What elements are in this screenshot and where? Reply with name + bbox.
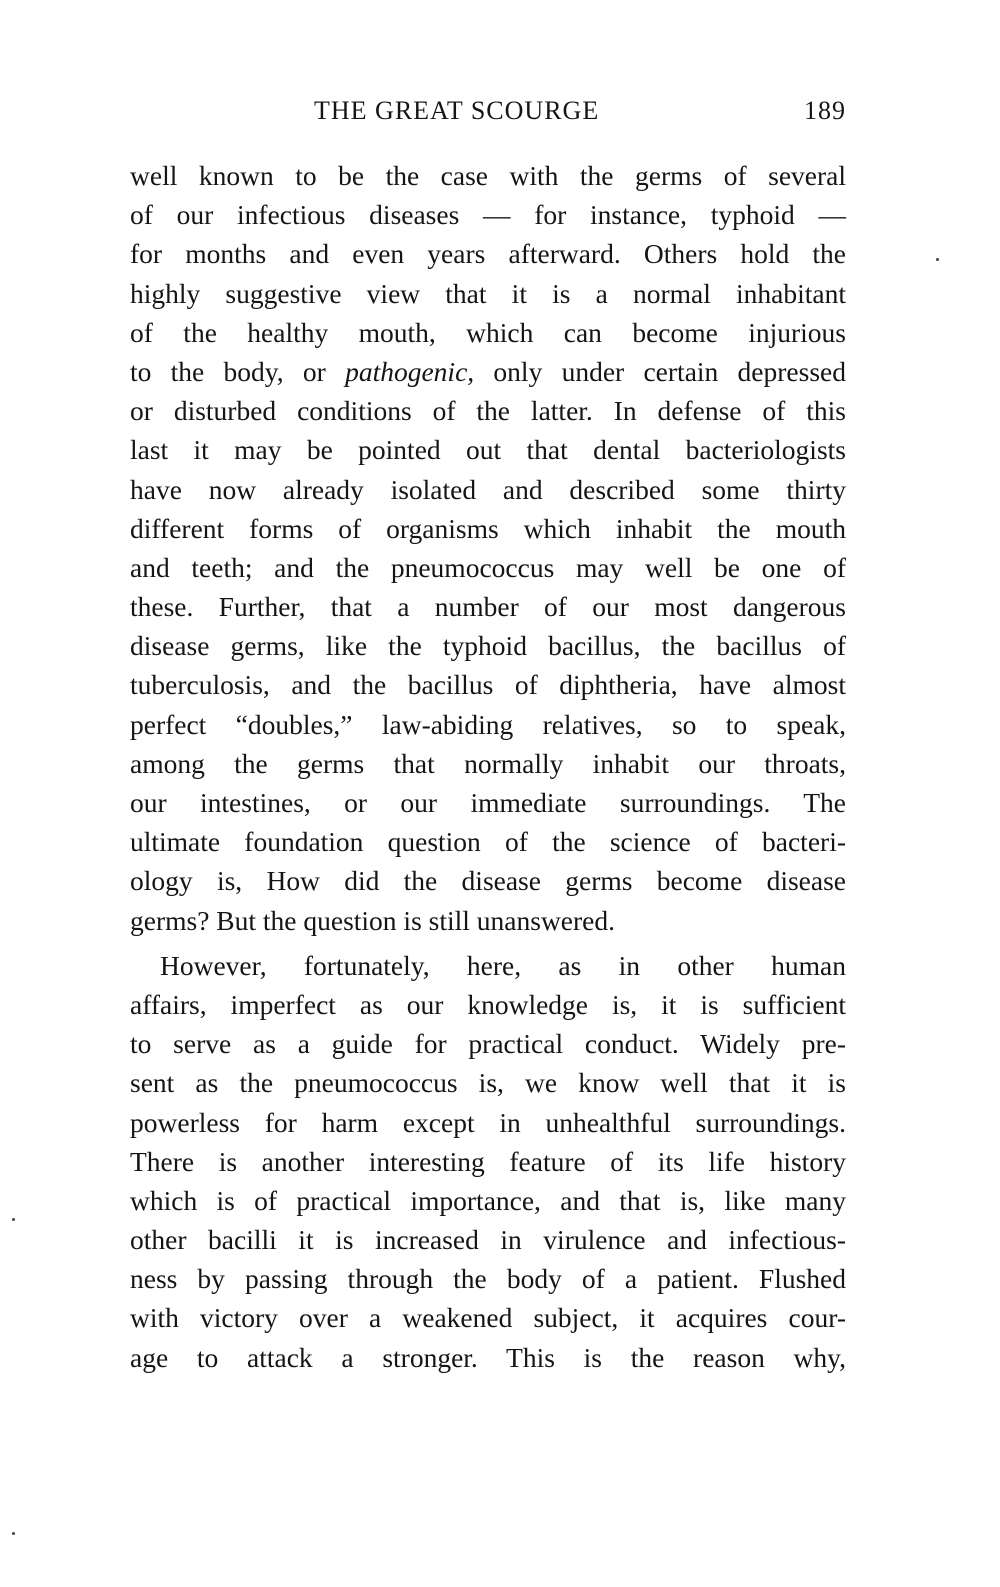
text-line: other bacilli it is increased in virulence and infectious-	[130, 1224, 846, 1256]
text-line: ultimate foundation question of the science of bacteri-	[130, 826, 846, 858]
text-line: ness by passing through the body of a patient. Flushed	[130, 1263, 846, 1295]
text-segment: to the body, or	[130, 355, 346, 387]
body-text	[130, 156, 846, 1377]
paragraph	[130, 156, 846, 940]
text-line: with victory over a weakened subject, it acquires cour-	[130, 1302, 846, 1334]
text-line: to serve as a guide for practical conduct. Widely pre-	[130, 1028, 846, 1060]
text-line: tuberculosis, and the bacillus of diphtheria, have almost	[130, 669, 846, 701]
text-line: and teeth; and the pneumococcus may well be one of	[130, 551, 846, 583]
text-line	[130, 352, 846, 391]
running-head	[130, 96, 846, 136]
text-line: or disturbed conditions of the latter. In defense of this	[130, 395, 846, 427]
text-line: different forms of organisms which inhabit the mouth	[130, 512, 846, 544]
text-line: ology is, How did the disease germs become disease	[130, 865, 846, 897]
scan-speck	[936, 258, 939, 261]
text-line: sent as the pneumococcus is, we know well that it is	[130, 1067, 846, 1099]
running-title: THE GREAT SCOURGE	[314, 96, 600, 125]
scan-speck	[12, 1218, 15, 1221]
text-line: perfect “doubles,” law-abiding relatives, so to speak,	[130, 708, 846, 740]
text-line: germs? But the question is still unanswered.	[130, 904, 615, 936]
page-number: 189	[804, 96, 846, 125]
text-line: of our infectious diseases — for instance, typhoid —	[130, 199, 846, 231]
text-line: last it may be pointed out that dental bacteriologists	[130, 434, 846, 466]
text-line: There is another interesting feature of its life history	[130, 1145, 846, 1177]
text-line: disease germs, like the typhoid bacillus, the bacillus of	[130, 630, 846, 662]
text-line: which is of practical importance, and that is, like many	[130, 1184, 846, 1216]
text-line: these. Further, that a number of our most dangerous	[130, 591, 846, 623]
text-line: for months and even years afterward. Others hold the	[130, 238, 846, 270]
paragraph	[130, 946, 846, 1377]
text-line: among the germs that normally inhabit our throats,	[130, 747, 846, 779]
text-line: affairs, imperfect as our knowledge is, it is sufficient	[130, 988, 846, 1020]
text-line: our intestines, or our immediate surroundings. The	[130, 787, 846, 818]
scan-speck	[12, 1532, 15, 1535]
text-line: have now already isolated and described some thirty	[130, 473, 846, 505]
text-line: highly suggestive view that it is a normal inhabitant	[130, 277, 846, 309]
text-line: well known to be the case with the germs of several	[130, 160, 846, 191]
text-segment: only under certain depressed	[474, 355, 846, 387]
text-line: powerless for harm except in unhealthful surroundings.	[130, 1106, 846, 1138]
text-line: age to attack a stronger. This is the reason why,	[130, 1341, 846, 1373]
text-line: of the healthy mouth, which can become injurious	[130, 316, 846, 348]
italic-term: pathogenic,	[345, 355, 475, 387]
text-line: However, fortunately, here, as in other human	[160, 949, 846, 981]
